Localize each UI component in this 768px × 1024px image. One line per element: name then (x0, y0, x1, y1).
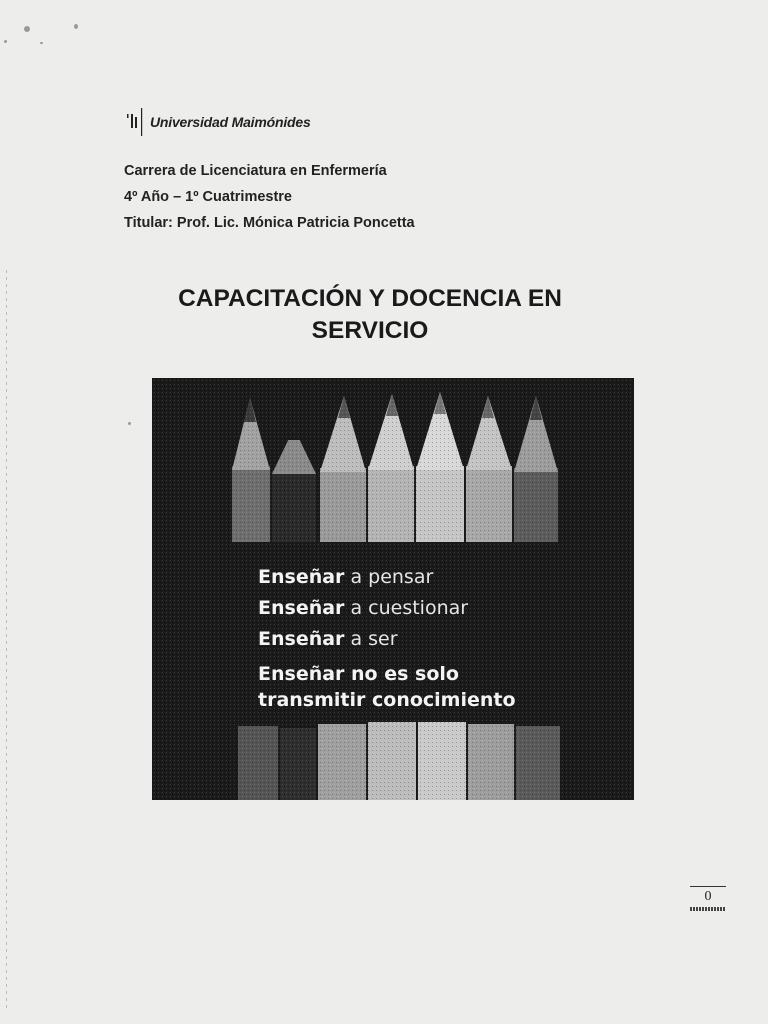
quote-line-3-rest: a ser (344, 628, 398, 650)
university-logo-icon (126, 108, 144, 136)
scan-speckle (4, 40, 7, 43)
quote-line-2-rest: a cuestionar (344, 597, 469, 619)
page-number: 0 (704, 889, 712, 904)
career-line: Carrera de Licenciatura en Enfermería (124, 163, 387, 179)
quote-block (258, 562, 516, 713)
scan-edge (6, 270, 7, 1010)
scan-speckle (40, 42, 43, 44)
quote-line-2 (258, 593, 516, 624)
quote-line-1-rest: a pensar (344, 566, 434, 588)
professor-line: Titular: Prof. Lic. Mónica Patricia Poncetta (124, 215, 415, 231)
quote-emphasis-2: transmitir conocimiento (258, 689, 516, 711)
quote-line-3 (258, 624, 516, 655)
title-line-1: CAPACITACIÓN Y DOCENCIA EN (178, 285, 562, 312)
quote-line-1 (258, 562, 516, 593)
university-header (126, 108, 311, 136)
quote-line-1-verb: Enseñar (258, 566, 345, 588)
scan-speckle (74, 24, 78, 29)
scan-speckle (24, 26, 30, 32)
page-number-box (690, 886, 726, 911)
university-name: Universidad Maimónides (150, 114, 311, 130)
quote-emphasis-1: Enseñar no es solo (258, 663, 459, 685)
term-line: 4º Año – 1º Cuatrimestre (124, 189, 292, 205)
quote-line-2-verb: Enseñar (258, 597, 345, 619)
cover-image (152, 378, 634, 800)
course-meta (124, 158, 415, 236)
scan-speckle (128, 422, 131, 425)
document-title (130, 283, 610, 347)
title-line-2: SERVICIO (311, 317, 429, 344)
quote-line-3-verb: Enseñar (258, 628, 345, 650)
